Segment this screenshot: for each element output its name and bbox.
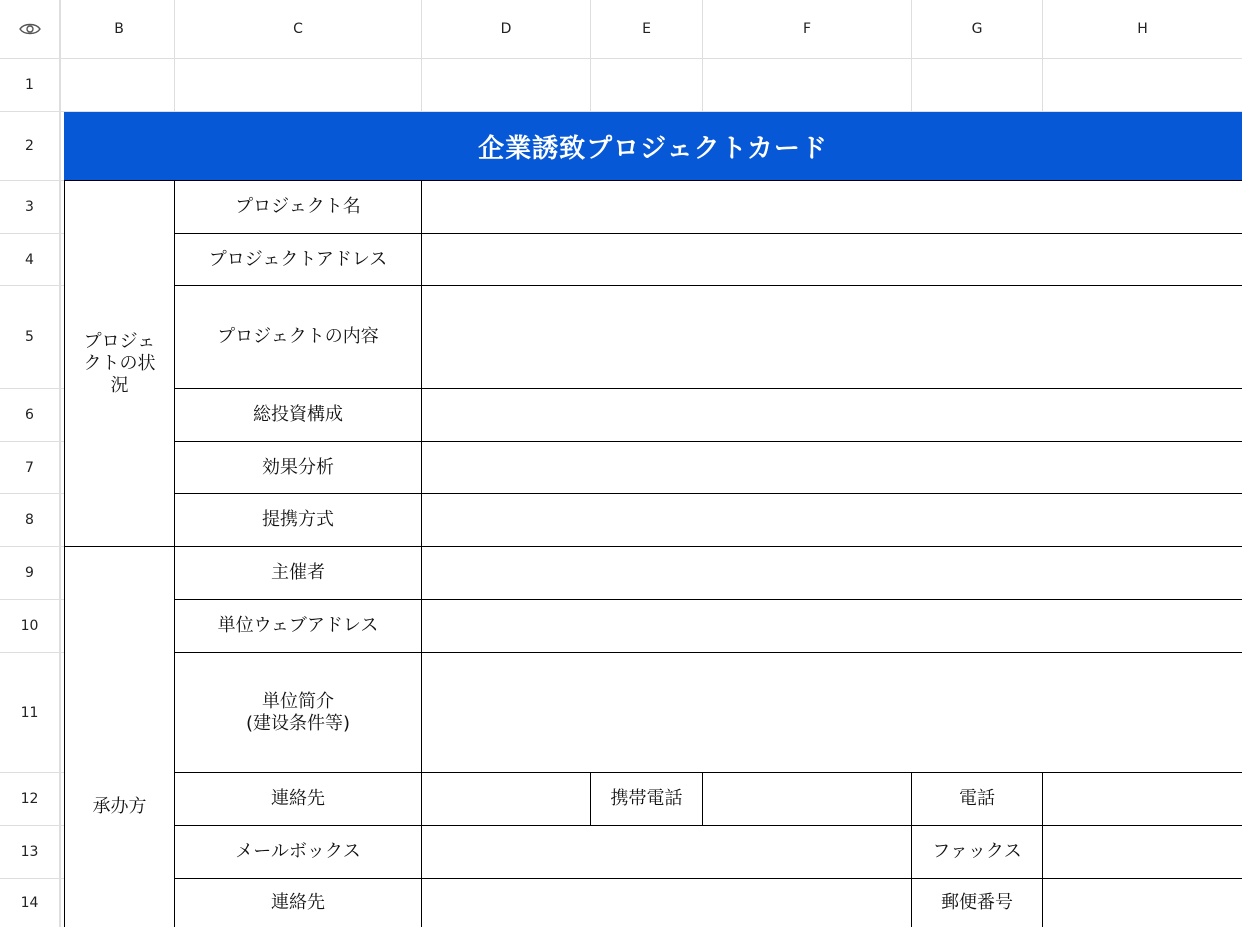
cell-fax-label[interactable]: ファックス <box>932 841 1022 862</box>
cell-total-investment-value[interactable] <box>422 389 1242 441</box>
row-header-8[interactable]: 8 <box>25 512 34 528</box>
row-header-4[interactable]: 4 <box>25 251 34 268</box>
section-organizer-label: 承办方 <box>92 796 147 817</box>
column-header-h[interactable]: H <box>1137 21 1148 37</box>
section-organizer[interactable] <box>65 547 174 927</box>
section-project-status[interactable] <box>65 181 174 546</box>
cell-partnership-value[interactable] <box>422 494 1242 546</box>
column-header-b[interactable]: B <box>114 21 124 37</box>
cell-project-content-value[interactable] <box>422 286 1242 388</box>
column-header-e[interactable]: E <box>642 21 651 37</box>
cell-total-investment-label[interactable]: 総投資構成 <box>253 404 343 425</box>
cell-project-content-label[interactable]: プロジェクトの内容 <box>217 326 379 347</box>
cell-sponsor-value[interactable] <box>422 547 1242 599</box>
cell-phone-value[interactable] <box>1043 773 1242 825</box>
row-header-1[interactable]: 1 <box>25 77 34 93</box>
cell-row1-c[interactable] <box>175 59 421 111</box>
cell-mobile-label[interactable]: 携帯電話 <box>610 788 683 809</box>
row-header-12[interactable]: 12 <box>20 791 39 807</box>
cell-row1-h[interactable] <box>1043 59 1242 111</box>
column-header-g[interactable]: G <box>971 21 983 37</box>
cell-unit-intro-label[interactable] <box>175 653 421 772</box>
unit-intro-line1: 単位简介 <box>262 690 334 712</box>
cell-project-name-value[interactable] <box>422 181 1242 233</box>
cell-row1-g[interactable] <box>912 59 1042 111</box>
row-header-6[interactable]: 6 <box>25 407 34 423</box>
cell-contact-value[interactable] <box>422 773 590 825</box>
row-header-7[interactable]: 7 <box>25 459 34 476</box>
cell-project-name-label[interactable]: プロジェクト名 <box>235 196 361 217</box>
cell-effect-analysis-label[interactable]: 効果分析 <box>262 456 334 478</box>
row-header-5[interactable]: 5 <box>25 329 34 345</box>
cell-project-address-label[interactable]: プロジェクトアドレス <box>208 248 388 270</box>
cell-project-address-value[interactable] <box>422 234 1242 285</box>
row-header-11[interactable]: 11 <box>20 704 39 721</box>
cell-row1-b[interactable] <box>64 59 174 111</box>
cell-unit-intro-value[interactable] <box>422 653 1242 772</box>
cell-contact-label[interactable]: 連絡先 <box>271 788 325 809</box>
unit-intro-line2: (建设条件等) <box>245 712 351 734</box>
row-header-14[interactable]: 14 <box>20 895 39 911</box>
cell-row1-d[interactable] <box>422 59 590 111</box>
cell-phone-label[interactable]: 電話 <box>959 788 995 809</box>
cell-unit-web-label[interactable]: 単位ウェブアドレス <box>217 615 379 636</box>
row-header-3[interactable]: 3 <box>25 199 34 215</box>
visibility-toggle[interactable] <box>0 0 59 58</box>
cell-unit-web-value[interactable] <box>422 600 1242 652</box>
cell-fax-value[interactable] <box>1043 826 1242 878</box>
title-banner[interactable] <box>64 112 1242 180</box>
cell-mobile-value[interactable] <box>703 773 911 825</box>
column-header-f[interactable]: F <box>802 21 812 37</box>
cell-mailbox-label[interactable]: メールボックス <box>235 841 361 862</box>
cell-partnership-label[interactable]: 提携方式 <box>262 509 334 530</box>
cell-postal-code-value[interactable] <box>1043 879 1242 927</box>
cell-row1-f[interactable] <box>703 59 911 111</box>
row-header-13[interactable]: 13 <box>20 844 39 860</box>
cell-mailbox-value[interactable] <box>422 826 911 878</box>
cell-postal-code-label[interactable]: 郵便番号 <box>941 892 1013 913</box>
cell-contact2-label[interactable]: 連絡先 <box>271 892 325 913</box>
cell-contact2-value[interactable] <box>422 879 911 927</box>
page-title: 企業誘致プロジェクトカード <box>478 133 828 164</box>
row-header-9[interactable]: 9 <box>25 565 34 581</box>
cell-effect-analysis-value[interactable] <box>422 442 1242 493</box>
cell-row1-e[interactable] <box>591 59 702 111</box>
row-header-10[interactable]: 10 <box>20 618 39 634</box>
cell-sponsor-label[interactable]: 主催者 <box>271 562 325 583</box>
column-header-c[interactable]: C <box>293 21 303 37</box>
row-header-2[interactable]: 2 <box>25 138 34 154</box>
section-project-status-label: プロジェ クトの状 況 <box>83 330 156 396</box>
eye-icon <box>19 22 41 36</box>
column-header-d[interactable]: D <box>500 21 512 37</box>
